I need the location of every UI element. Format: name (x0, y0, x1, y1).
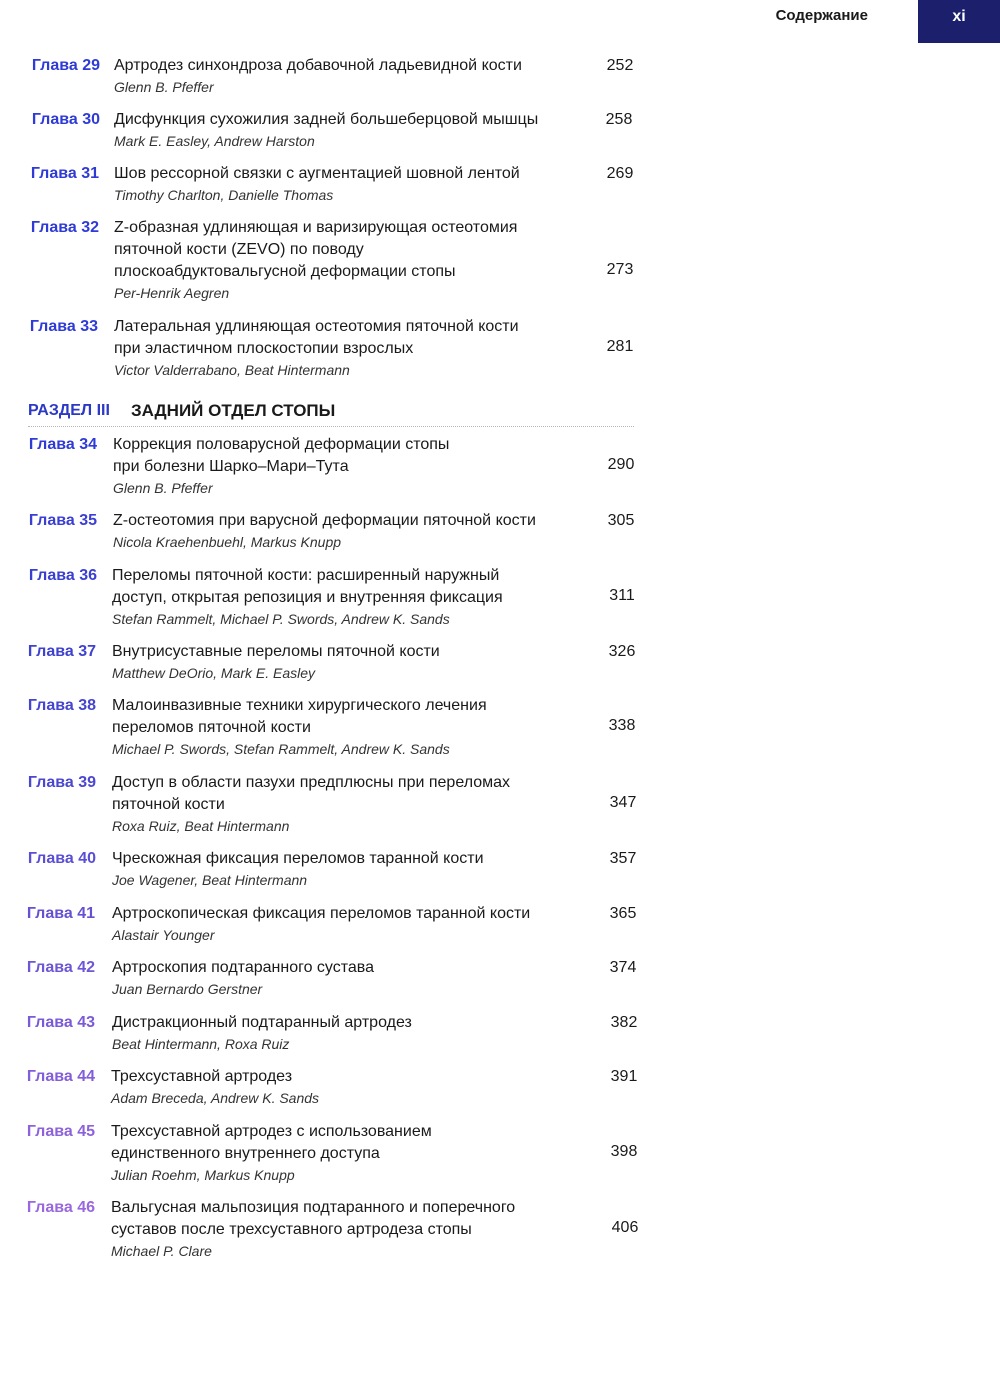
chapter-page-number: 374 (609, 959, 637, 976)
chapter-title-line: Чрескожная фиксация переломов таранной кости (112, 850, 484, 867)
chapter-page-number: 326 (608, 643, 636, 660)
chapter-title-line: пяточной кости (112, 796, 225, 813)
chapter-title-line: переломов пяточной кости (112, 719, 311, 736)
chapter-title-line: Трехсуставной артродез с использованием (111, 1123, 432, 1140)
chapter-authors: Joe Wagener, Beat Hintermann (112, 872, 308, 888)
chapter-title-line: Z-образная удлиняющая и варизирующая остеотомия (114, 219, 518, 236)
chapter-page-number: 269 (606, 165, 634, 182)
chapter-title (111, 1121, 581, 1186)
chapter-authors: Per-Henrik Aegren (114, 285, 230, 301)
chapter-title (114, 316, 584, 381)
chapter-page-number: 311 (609, 587, 635, 604)
chapter-page-number: 382 (610, 1014, 638, 1031)
chapter-authors: Julian Roehm, Markus Knupp (111, 1167, 295, 1183)
page-number-tab: xi (918, 0, 1000, 43)
chapter-title (112, 848, 582, 891)
chapter-title-line: суставов после трехсуставного артродеза стопы (111, 1221, 472, 1238)
chapter-title (114, 55, 584, 98)
chapter-title (114, 163, 584, 206)
chapter-title (114, 109, 584, 152)
chapter-title-line: Дистракционный подтаранный артродез (112, 1014, 412, 1031)
chapter-page-number: 273 (606, 261, 634, 278)
chapter-label: Глава 42 (26, 959, 95, 976)
chapter-page-number: 391 (610, 1068, 638, 1085)
chapter-label: Глава 31 (30, 165, 99, 182)
chapter-title-line: Дисфункция сухожилия задней большеберцовой мышцы (114, 111, 539, 128)
chapter-title (112, 565, 582, 630)
section-heading (28, 400, 634, 427)
chapter-authors: Juan Bernardo Gerstner (112, 981, 263, 997)
chapter-label: Глава 32 (30, 219, 99, 236)
chapter-title-line: Артроскопическая фиксация переломов таранной кости (112, 905, 531, 922)
chapter-title (112, 772, 582, 837)
chapter-title-line: Артроскопия подтаранного сустава (112, 959, 375, 976)
chapter-title-line: Коррекция половарусной деформации стопы (113, 436, 450, 453)
chapter-title (112, 1012, 582, 1055)
chapter-authors: Stefan Rammelt, Michael P. Swords, Andrew K. Sands (112, 611, 450, 627)
section-title: ЗАДНИЙ ОТДЕЛ СТОПЫ (131, 401, 336, 420)
chapter-authors: Timothy Charlton, Danielle Thomas (114, 187, 334, 203)
chapter-title-line: при болезни Шарко–Мари–Тута (113, 458, 349, 475)
chapter-title-line: Доступ в области пазухи предплюсны при переломах (112, 774, 510, 791)
chapter-title-line: при эластичном плоскостопии взрослых (114, 340, 414, 357)
chapter-label: Глава 38 (27, 697, 96, 714)
chapter-authors: Beat Hintermann, Roxa Ruiz (112, 1036, 290, 1052)
chapter-title (113, 510, 583, 553)
chapter-label: Глава 29 (31, 57, 100, 74)
chapter-page-number: 290 (607, 456, 635, 473)
chapter-page-number: 338 (608, 717, 636, 734)
chapter-label: Глава 39 (27, 774, 96, 791)
chapter-title-line: Внутрисуставные переломы пяточной кости (112, 643, 440, 660)
chapter-title-line: Малоинвазивные техники хирургического лечения (112, 697, 487, 714)
chapter-authors: Glenn B. Pfeffer (114, 79, 214, 95)
chapter-authors: Mark E. Easley, Andrew Harston (114, 133, 315, 149)
chapter-label: Глава 46 (26, 1199, 95, 1216)
chapter-title-line: Трехсуставной артродез (111, 1068, 293, 1085)
chapter-title (112, 957, 582, 1000)
chapter-page-number: 398 (610, 1143, 638, 1160)
chapter-title-line: Переломы пяточной кости: расширенный наружный (112, 567, 500, 584)
chapter-label: Глава 40 (27, 850, 96, 867)
chapter-label: Глава 45 (26, 1123, 95, 1140)
chapter-title-line: плоскоабдуктовальгусной деформации стопы (114, 263, 456, 280)
chapter-title-line: Вальгусная мальпозиция подтаранного и поперечного (111, 1199, 516, 1216)
chapter-title (111, 1066, 581, 1109)
chapter-label: Глава 35 (28, 512, 97, 529)
chapter-label: Глава 33 (29, 318, 98, 335)
chapter-title-line: Шов рессорной связки с аугментацией шовной лентой (114, 165, 520, 182)
chapter-authors: Roxa Ruiz, Beat Hintermann (112, 818, 290, 834)
chapter-page-number: 281 (606, 338, 634, 355)
chapter-label: Глава 44 (26, 1068, 95, 1085)
chapter-label: Глава 41 (26, 905, 95, 922)
chapter-page-number: 305 (607, 512, 635, 529)
chapter-page-number: 365 (609, 905, 637, 922)
chapter-label: Глава 43 (26, 1014, 95, 1031)
chapter-title (111, 1197, 581, 1262)
chapter-title-line: Z-остеотомия при варусной деформации пяточной кости (113, 512, 536, 529)
chapter-authors: Matthew DeOrio, Mark E. Easley (112, 665, 316, 681)
chapter-page-number: 357 (609, 850, 637, 867)
chapter-label: Глава 37 (27, 643, 96, 660)
chapter-title (114, 217, 584, 304)
chapter-title-line: пяточной кости (ZEVO) по поводу (114, 241, 364, 258)
chapter-title-line: доступ, открытая репозиция и внутренняя фиксация (112, 589, 503, 606)
chapter-title (113, 434, 583, 499)
chapter-authors: Michael P. Swords, Stefan Rammelt, Andrew K. Sands (112, 741, 450, 757)
chapter-authors: Victor Valderrabano, Beat Hintermann (114, 362, 350, 378)
chapter-authors: Glenn B. Pfeffer (113, 480, 213, 496)
chapter-page-number: 252 (606, 57, 634, 74)
chapter-page-number: 347 (609, 794, 637, 811)
chapter-title (112, 903, 582, 946)
chapter-title-line: Артродез синхондроза добавочной ладьевидной кости (114, 57, 522, 74)
chapter-label: Глава 34 (28, 436, 97, 453)
chapter-authors: Adam Breceda, Andrew K. Sands (111, 1090, 320, 1106)
chapter-page-number: 258 (605, 111, 633, 128)
section-label: РАЗДЕЛ III (28, 402, 110, 419)
chapter-authors: Alastair Younger (112, 927, 215, 943)
running-header-title: Содержание (775, 7, 868, 24)
chapter-title-line: единственного внутреннего доступа (111, 1145, 380, 1162)
chapter-authors: Michael P. Clare (111, 1243, 212, 1259)
chapter-title (112, 641, 582, 684)
chapter-label: Глава 36 (28, 567, 97, 584)
chapter-title-line: Латеральная удлиняющая остеотомия пяточной кости (114, 318, 519, 335)
chapter-authors: Nicola Kraehenbuehl, Markus Knupp (113, 534, 342, 550)
chapter-label: Глава 30 (31, 111, 100, 128)
chapter-page-number: 406 (611, 1219, 639, 1236)
chapter-title (112, 695, 582, 760)
